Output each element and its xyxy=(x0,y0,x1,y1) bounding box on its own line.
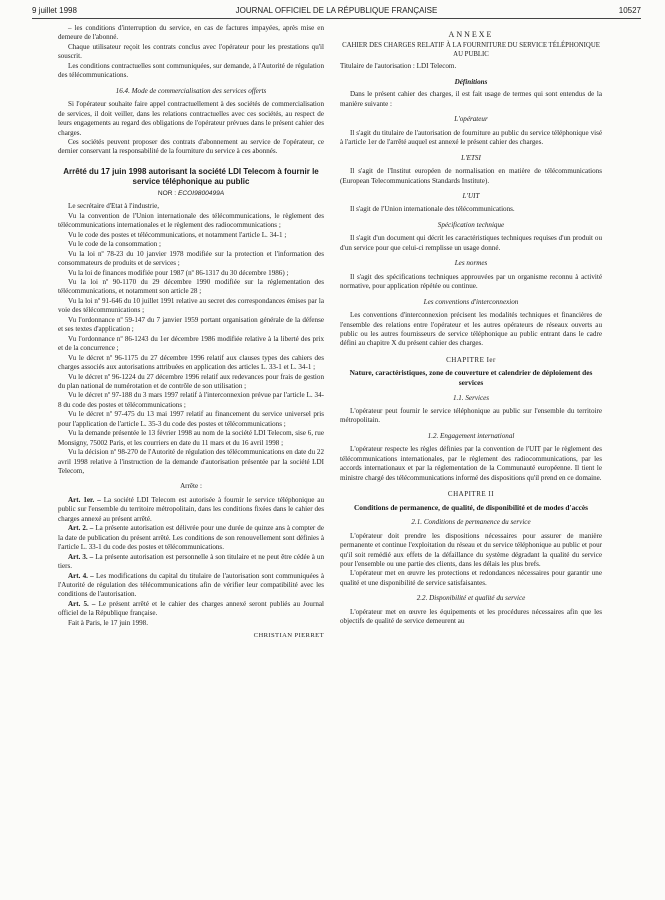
section-2-1-paragraph: L'opérateur met en œuvre les protections et redondances nécessaires pour garantir une qualité et une disponibilité de service satisfaisantes. xyxy=(340,569,602,587)
definition-text: Il s'agit de l'Union internationale des télécommunications. xyxy=(350,205,515,214)
article-text: La société LDI Telecom est autorisée à fournir le service téléphonique au public sur l'ensemble du territoire métropolitain, dans les conditions fixées dans le cahier des charges annexé au présent arrêté. xyxy=(58,495,324,523)
article-label: Art. 5. – xyxy=(68,599,96,608)
section-16-4-paragraph: Si l'opérateur souhaite faire appel contractuellement à des sociétés de commercialisation de services, il doit veiller, dans les relations contractuelles avec ces sociétés, au respect de leurs engagements au regard des obligations de l'opérateur prévues dans le présent cahier des charges. xyxy=(58,100,324,137)
header-page-number: 10527 xyxy=(618,6,641,15)
chapter-2-label: CHAPITRE II xyxy=(447,490,495,499)
section-1-1-text: L'opérateur peut fournir le service téléphonique au public sur l'ensemble du territoire métropolitain. xyxy=(340,406,602,425)
definition-text: Il s'agit de l'Institut européen de normalisation en matière de télécommunications (European Telecommunications Standards Institute). xyxy=(340,167,602,185)
header-date: 9 juillet 1998 xyxy=(32,6,77,15)
nor-label: NOR : xyxy=(157,189,177,197)
annexe-subtitle: CAHIER DES CHARGES RELATIF À LA FOURNITURE DU SERVICE TÉLÉPHONIQUE AU PUBLIC xyxy=(342,42,600,59)
article-4 xyxy=(58,572,324,600)
annexe-heading: ANNEXE xyxy=(448,30,494,39)
visa-paragraph: Vu la loi de finances modifiée pour 1987 (nº 86-1317 du 30 décembre 1986) ; xyxy=(68,268,289,277)
definition-term: L'ETSI xyxy=(461,153,481,162)
definition-term: Les conventions d'interconnexion xyxy=(423,297,519,306)
chapter-1-label: CHAPITRE Ier xyxy=(446,355,496,364)
visa-paragraph: Vu la demande présentée le 13 février 1998 au nom de la société LDI Telecom, sise 6, rue Monsigny, 75002 Paris, et les courriers en date du 11 mars et du 16 avril 1998 ; xyxy=(58,429,324,447)
visa-paragraph: Vu la loi nº 91-646 du 10 juillet 1991 relative au secret des correspondances émises par la voie des télécommunications ; xyxy=(58,296,324,315)
section-16-4-paragraph: Ces sociétés peuvent proposer des contrats d'abonnement au service de l'opérateur, ce dernier conservant la responsabilité de la fourniture du service à ces abonnés. xyxy=(58,137,324,156)
article-text: Les modifications du capital du titulaire de l'autorisation sont communiquées à l'Autorité de régulation des télécommunications afin de vérifier leur compatibilité avec les conditions de l'autorisation. xyxy=(58,571,324,599)
section-1-1-heading: 1.1. Services xyxy=(452,393,490,402)
arrete-label: Arrête : xyxy=(180,482,202,491)
article-text: La présente autorisation est délivrée pour une durée de quinze ans à compter de la date de publication du présent arrêté. Les conditions de son renouvellement sont définies à l'article L. 33-1 du code des postes et télécommunications. xyxy=(58,524,324,552)
visa-paragraph: Vu le décret nº 97-475 du 13 mai 1997 relatif au financement du service universel pris pour l'application de l'article L. 35-3 du code des postes et télécommunications ; xyxy=(58,410,324,428)
article-5 xyxy=(58,600,324,619)
definition-text: Il s'agit des spécifications techniques approuvées par un organisme reconnu à activité normative, pour application répétée ou continue. xyxy=(340,272,602,291)
article-label: Art. 3. – xyxy=(68,552,94,561)
visa-paragraph: Vu le décret nº 96-1224 du 27 décembre 1996 relatif aux redevances pour frais de gestion du plan national de numérotation et de contrôle de son utilisation ; xyxy=(58,372,324,390)
definition-term: Spécification technique xyxy=(437,220,505,229)
definitions-heading: Définitions xyxy=(454,77,488,86)
definition-text: Il s'agit du titulaire de l'autorisation de fourniture au public du service téléphonique visé à l'article 1er de l'arrêté auquel est annexé le présent cahier des charges. xyxy=(340,128,602,147)
definition-term: Les normes xyxy=(454,259,488,268)
section-2-2-text: L'opérateur met en œuvre les équipements et les procédures nécessaires afin que les objectifs de qualité de service demeurent au xyxy=(340,607,602,626)
visa-paragraph: Vu la loi nº 90-1170 du 29 décembre 1990 modifiée sur la réglementation des télécommunications, et notamment son article 28 ; xyxy=(58,277,324,296)
visa-paragraph: Vu l'ordonnance nº 59-147 du 7 janvier 1959 portant organisation générale de la défense et ses textes d'application ; xyxy=(58,315,324,334)
titulaire-line: Titulaire de l'autorisation : LDI Telecom. xyxy=(340,62,457,71)
section-16-4-heading: 16.4. Mode de commercialisation des services offerts xyxy=(115,86,267,95)
visa-paragraph: Vu le code de la consommation ; xyxy=(68,240,161,249)
article-text: La présente autorisation est personnelle à son titulaire et ne peut être cédée à un tiers. xyxy=(58,552,324,571)
done-at: Fait à Paris, le 17 juin 1998. xyxy=(68,618,148,627)
definition-term: L'UIT xyxy=(462,191,480,200)
visa-paragraph: Vu le code des postes et télécommunications, et notamment l'article L. 34-1 ; xyxy=(68,230,287,239)
visa-paragraph: Vu la décision nº 98-270 de l'Autorité de régulation des télécommunications en date du 22 avril 1998 relative à l'instruction de la demande d'autorisation présentée par la société LDI Telecom, xyxy=(58,448,324,476)
chapter-1-title: Nature, caractéristiques, zone de couverture et calendrier de déploiement des services xyxy=(349,368,593,387)
section-2-2-heading: 2.2. Disponibilité et qualité du service xyxy=(416,594,526,603)
article-label: Art. 4. – xyxy=(68,571,94,580)
signature: CHRISTIAN PIERRET xyxy=(253,632,324,640)
section-1-2-heading: 1.2. Engagement international xyxy=(427,431,515,440)
intro-paragraph: Chaque utilisateur reçoit les contrats conclus avec l'opérateur pour les prestations qu'il souscrit. xyxy=(58,42,324,61)
visa-paragraph: Vu la convention de l'Union internationale des télécommunications, le règlement des télécommunications internationales et le règlement des radiocommunications ; xyxy=(58,211,324,230)
intro-paragraph: Les conditions contractuelles sont communiquées, sur demande, à l'Autorité de régulation des télécommunications. xyxy=(58,61,324,80)
article-text: Le présent arrêté et le cahier des charges annexé seront publiés au Journal officiel de la République française. xyxy=(58,599,324,618)
arrete-title: Arrêté du 17 juin 1998 autorisant la société LDI Telecom à fournir le service téléphonique au public xyxy=(63,166,319,186)
right-column xyxy=(340,24,602,894)
section-1-2-text: L'opérateur respecte les règles définies par la convention de l'UIT par le règlement des télécommunications internationales, par le règlement des radiocommunications, par les accords internationaux et par la réglementation de la Communauté européenne. Il tient le ministre chargé des télécommunications informé des dispositions qu'il prend en ce domaine. xyxy=(340,445,602,482)
article-label: Art. 2. – xyxy=(68,524,94,533)
page-header xyxy=(32,4,641,19)
definition-text: Il s'agit d'un document qui décrit les caractéristiques techniques requises d'un produit ou d'un service pour que celui-ci remplisse un usage donné. xyxy=(340,234,602,252)
definition-term: L'opérateur xyxy=(454,115,488,124)
nor-value: ECOI9800499A xyxy=(177,189,225,197)
section-2-1-heading: 2.1. Conditions de permanence du service xyxy=(411,518,531,527)
visa-paragraph: Vu la loi nº 78-23 du 10 janvier 1978 modifiée sur la protection et l'information des consommateurs de produits et de services ; xyxy=(58,249,324,268)
article-2 xyxy=(58,524,324,552)
left-column xyxy=(58,24,324,894)
chapter-2-title: Conditions de permanence, de qualité, de disponibilité et de modes d'accès xyxy=(353,502,589,512)
visa-paragraph: Vu l'ordonnance nº 86-1243 du 1er décembre 1986 modifiée relative à la liberté des prix et de la concurrence ; xyxy=(58,334,324,353)
article-3 xyxy=(58,553,324,572)
visa-paragraph: Le secrétaire d'Etat à l'industrie, xyxy=(68,202,159,211)
definitions-intro: Dans le présent cahier des charges, il est fait usage de termes qui sont entendus de la manière suivante : xyxy=(340,90,602,108)
definition-text: Les conventions d'interconnexion précisent les modalités techniques et financières de l'ensemble des relations entre l'opérateur et les autres opérateurs de réseaux ouverts au public ou les autres fournisseurs de service téléphonique au public entrant dans le cadre défini au chapitre X du présent cahier des charges. xyxy=(340,311,602,348)
section-2-1-paragraph: L'opérateur doit prendre les dispositions nécessaires pour assurer de manière permanente et continue l'exploitation du réseau et du service téléphonique au public et pour qu'il soit remédié aux effets de la défaillance du système dégradant la qualité du service pour l'ensemble ou une partie des clients, dans les délais les plus brefs. xyxy=(340,531,602,568)
visa-paragraph: Vu le décret nº 97-188 du 3 mars 1997 relatif à l'interconnexion prévue par l'article L. 34-8 du code des postes et télécommunications ; xyxy=(58,391,324,409)
article-label: Art. 1er. – xyxy=(68,495,101,504)
article-1 xyxy=(58,496,324,524)
visa-paragraph: Vu le décret nº 96-1175 du 27 décembre 1996 relatif aux clauses types des cahiers des charges associés aux autorisations attribuées en application des articles L. 33-1 et L. 34-1 ; xyxy=(58,353,324,372)
header-journal-title: JOURNAL OFFICIEL DE LA RÉPUBLIQUE FRANÇAISE xyxy=(235,6,438,15)
nor-reference xyxy=(58,189,324,198)
intro-paragraph: – les conditions d'interruption du service, en cas de factures impayées, après mise en demeure de l'abonné. xyxy=(58,24,324,42)
